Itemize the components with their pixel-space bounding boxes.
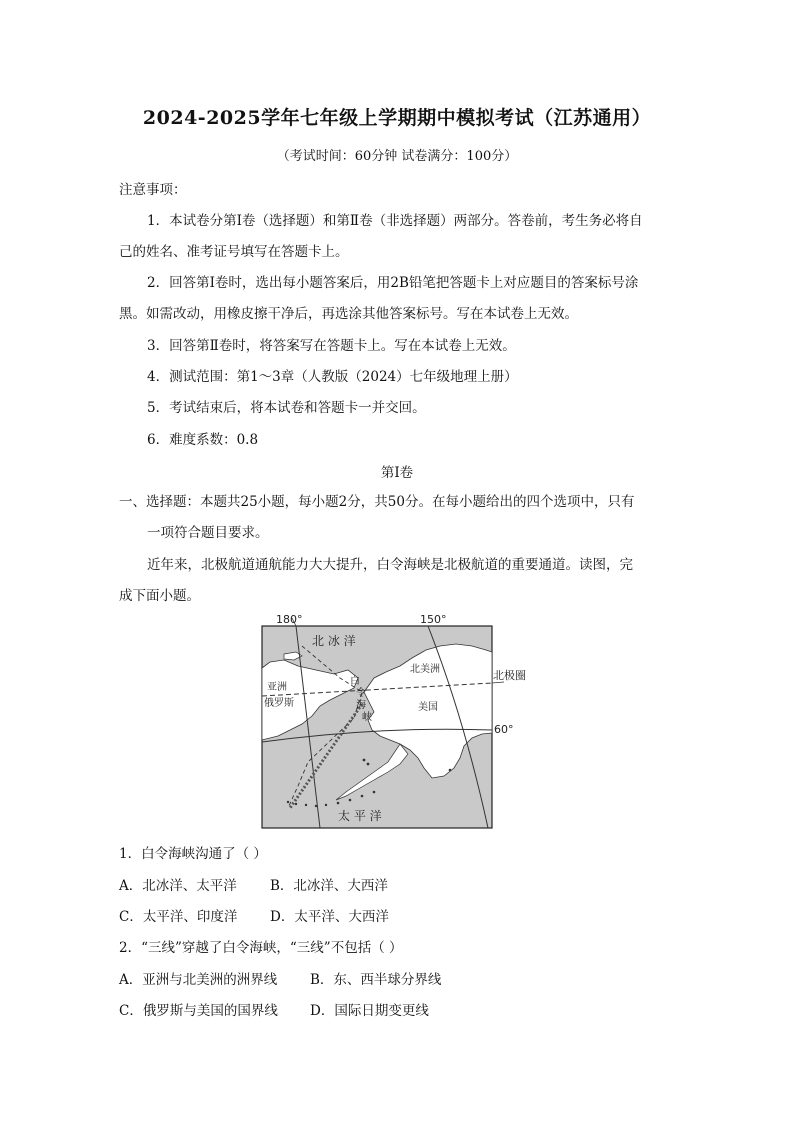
intro-line-1: 近年来，北极航道通航能力大大提升，白令海峡是北极航道的重要通道。读图，完 [147,557,633,573]
question-1-option-d[interactable]: D．太平洋、大西洋 [270,909,389,925]
notes-heading: 注意事项： [119,182,187,198]
label-bering-2: 令 [356,688,366,699]
note-6: 6．难度系数：0.8 [147,432,259,448]
question-1-option-b[interactable]: B．北冰洋、大西洋 [270,878,388,894]
question-2-stem: 2．“三线”穿越了白令海峡，“三线”不包括（ ） [119,940,403,956]
exam-title: 2024-2025学年七年级上学期期中模拟考试（江苏通用） [142,107,652,129]
label-north-america: 北美洲 [410,664,440,675]
label-lon-180: 180° [276,613,303,626]
label-bering-4: 峡 [362,712,372,723]
note-2-line-1: 2．回答第Ⅰ卷时，选出每小题答案后，用2B铅笔把答题卡上对应题目的答案标号涂 [147,275,639,291]
label-arctic-ocean: 北 冰 洋 [312,634,356,648]
exam-subtitle: （考试时间：60分钟 试卷满分：100分） [276,149,518,164]
question-1-option-a[interactable]: A．北冰洋、太平洋 [119,878,237,894]
label-asia: 亚洲 [267,682,287,693]
note-3: 3．回答第Ⅱ卷时，将答案写在答题卡上。写在本试卷上无效。 [147,338,516,354]
part1-instruction-line-1: 一、选择题：本题共25小题，每小题2分，共50分。在每小题给出的四个选项中，只有 [119,494,635,510]
label-bering-1: 白 [350,676,360,687]
intro-line-2: 成下面小题。 [119,588,200,604]
label-lat-60: 60° [494,723,514,736]
label-russia: 俄罗斯 [264,698,294,709]
question-1-stem: 1．白令海峡沟通了（ ） [119,846,267,862]
label-arctic-circle: 北极圈 [493,669,526,682]
note-5: 5．考试结束后，将本试卷和答题卡一并交回。 [147,400,426,416]
question-2-option-b[interactable]: B．东、西半球分界线 [310,972,442,988]
part1-instruction-line-2: 一项符合题目要求。 [147,525,269,541]
question-2-option-a[interactable]: A．亚洲与北美洲的洲界线 [119,972,278,988]
label-lon-150: 150° [420,613,447,626]
note-2-line-2: 黑。如需改动，用橡皮擦干净后，再选涂其他答案标号。写在本试卷上无效。 [119,306,578,322]
section-heading: 第Ⅰ卷 [380,465,414,481]
note-1-line-1: 1．本试卷分第Ⅰ卷（选择题）和第Ⅱ卷（非选择题）两部分。答卷前，考生务必将自 [147,213,643,229]
label-usa: 美国 [418,702,438,713]
arctic-circle-leader [492,682,504,683]
note-4: 4．测试范围：第1～3章（人教版（2024）七年级地理上册） [147,369,518,385]
label-pacific: 太 平 洋 [338,809,382,823]
note-1-line-2: 己的姓名、准考证号填写在答题卡上。 [119,244,349,260]
label-bering-3: 海 [356,700,366,711]
bering-strait-map [250,608,540,830]
question-2-option-c[interactable]: C．俄罗斯与美国的国界线 [119,1003,278,1019]
question-1-option-c[interactable]: C．太平洋、印度洋 [119,909,238,925]
question-2-option-d[interactable]: D．国际日期变更线 [310,1003,429,1019]
